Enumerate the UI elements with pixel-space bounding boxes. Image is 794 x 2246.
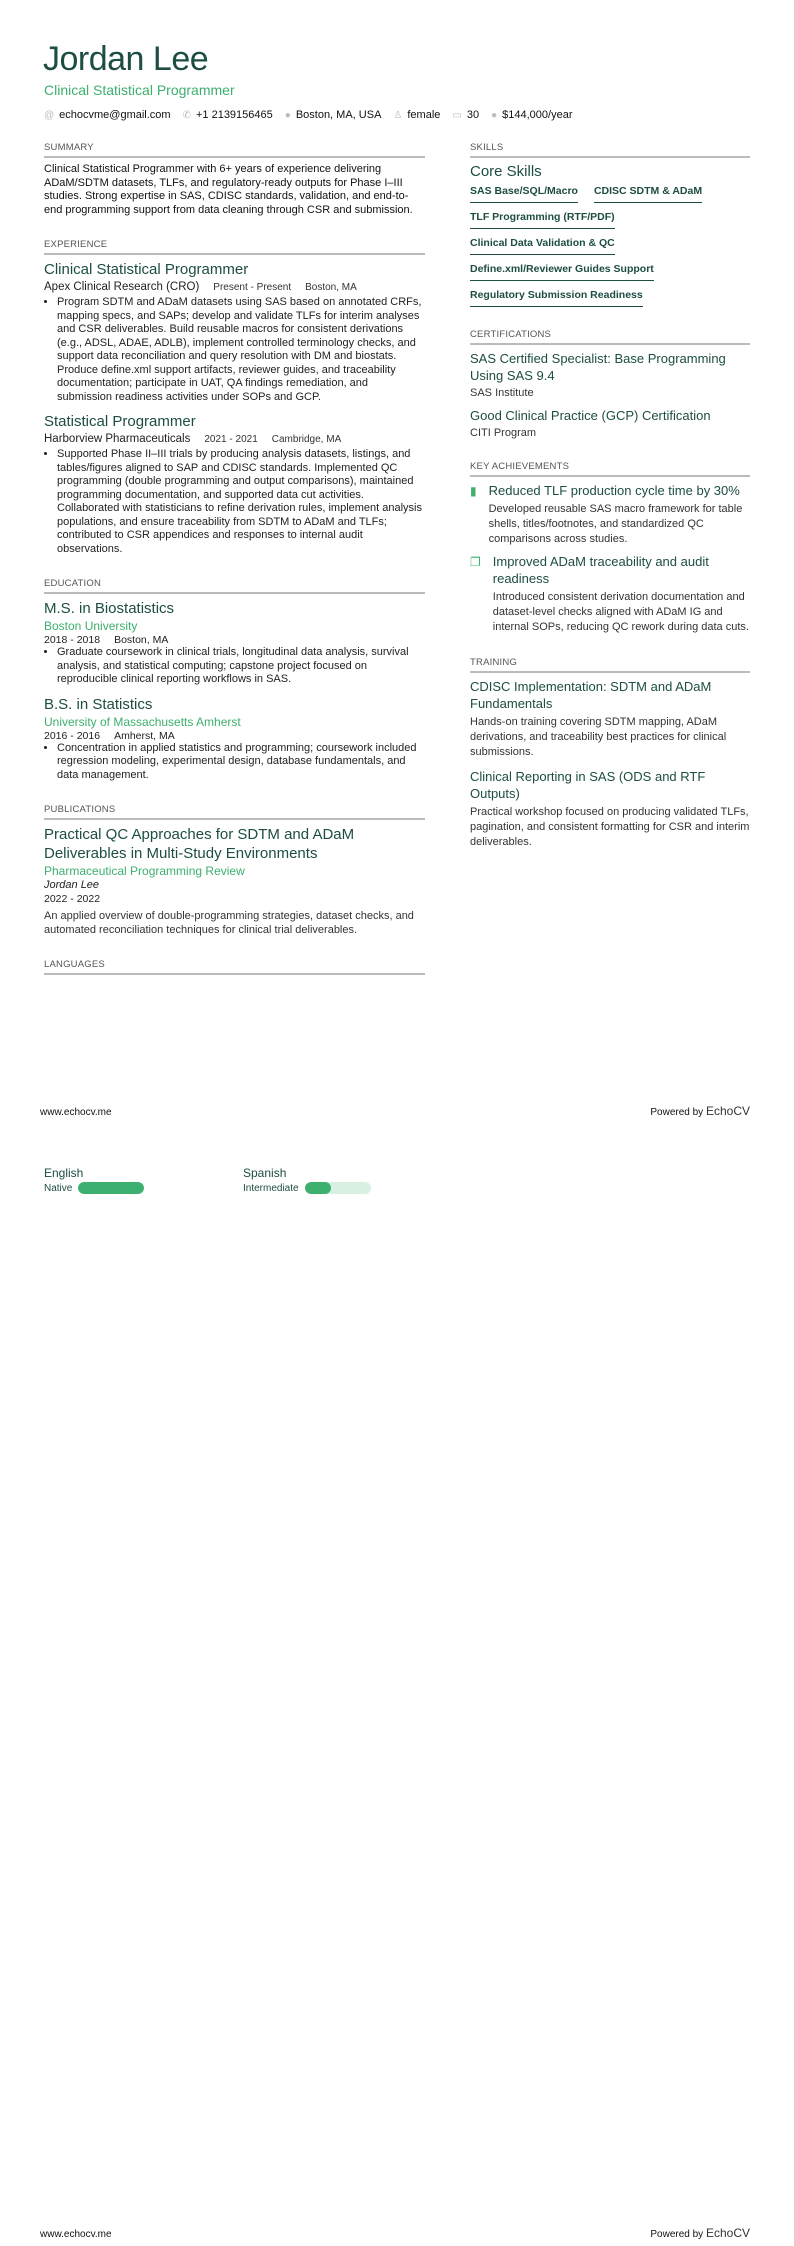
section-heading: KEY ACHIEVEMENTS: [470, 461, 750, 477]
location: Amherst, MA: [114, 729, 175, 742]
position-meta: [44, 281, 425, 293]
section-heading: SUMMARY: [44, 142, 425, 158]
certification-issuer: SAS Institute: [470, 387, 534, 399]
achievement-description: Introduced consistent derivation documentation and dataset-level checks aligned with ADaM IG and internal SOPs, reducing QC rework during data cuts.: [492, 591, 749, 633]
phone-text: +1 2139156465: [195, 109, 273, 121]
education-meta: [44, 730, 425, 742]
age-text: 30: [466, 109, 480, 121]
skill-tag: CDISC SDTM & ADaM: [594, 185, 702, 203]
publication-description: An applied overview of double-programming strategies, dataset checks, and automated reconciliation techniques for clinical trial deliverables.: [44, 910, 414, 936]
skill-group-title: Core Skills: [470, 163, 542, 180]
position-title: Statistical Programmer: [44, 413, 196, 430]
job-title: Clinical Statistical Programmer: [44, 82, 235, 98]
degree: B.S. in Statistics: [44, 695, 153, 713]
certification-name: Good Clinical Practice (GCP) Certification: [470, 408, 711, 423]
website-link[interactable]: www.echocv.me: [40, 2229, 112, 2240]
training-description: Hands-on training covering SDTM mapping, ADaM derivations, and traceability best practices for clinical submissions.: [470, 716, 727, 758]
powered-by-text: Powered by: [650, 1107, 704, 1118]
section-heading: TRAINING: [470, 657, 750, 673]
achievement-item: [470, 553, 750, 635]
contact-email: [44, 109, 171, 121]
skill-tag: Clinical Data Validation & QC: [470, 237, 615, 255]
education-section: [44, 578, 425, 782]
bullet-list: [44, 646, 425, 687]
position-title: Clinical Statistical Programmer: [44, 261, 249, 278]
achievement-description: Developed reusable SAS macro framework for table shells, titles/footnotes, and standardized QC comparisons across studies.: [488, 503, 743, 545]
website-link[interactable]: www.echocv.me: [40, 1107, 112, 1118]
dates: 2018 - 2018: [44, 634, 101, 646]
page-footer-2: [40, 2226, 750, 2240]
person-icon: ♙: [393, 109, 403, 121]
bullet-list: [44, 448, 425, 556]
education-item: [44, 599, 425, 687]
bullet: • Supported Phase II–III trials by producing analysis datasets, listings, and tables/figures aligned to SAP and CDISC standards. Implemented QC programming (double programming and output comparisons), maintained programming documentation, and supported data cut activities. Collaborated with statisticians to refine derivation rules, implement analysis populations, and ensure traceability from SDTM to ADaM and TLFs; contributed to CSR appendices and responses to internal audit observations.: [57, 448, 425, 556]
location-icon: ●: [284, 109, 291, 121]
achievement-title: Reduced TLF production cycle time by 30%: [488, 483, 740, 498]
training-description: Practical workshop focused on producing validated TLFs, pagination, and consistent formatting for CSR and interim deliverables.: [470, 806, 750, 848]
at-icon: @: [44, 109, 55, 121]
proficiency-bar: [305, 1182, 371, 1194]
author: Jordan Lee: [44, 879, 100, 891]
location-text: Boston, MA, USA: [295, 109, 382, 121]
position-meta: [44, 433, 425, 445]
publication-dates: 2022 - 2022: [44, 893, 101, 905]
language-item: [243, 1166, 442, 1194]
gender-text: female: [407, 109, 441, 121]
dates: 2016 - 2016: [44, 729, 101, 742]
left-column: [44, 142, 425, 997]
publisher: Pharmaceutical Programming Review: [44, 864, 245, 878]
dates: Present - Present: [213, 282, 292, 293]
education-item: [44, 695, 425, 783]
section-heading: CERTIFICATIONS: [470, 329, 750, 345]
section-heading: EDUCATION: [44, 578, 425, 594]
section-heading: PUBLICATIONS: [44, 804, 425, 820]
certification-name: SAS Certified Specialist: Base Programming Using SAS 9.4: [470, 351, 726, 383]
training-section: [470, 657, 750, 850]
language-level-row: [243, 1182, 442, 1194]
right-column: [470, 142, 750, 872]
language-name: English: [44, 1166, 84, 1180]
bullet: • Graduate coursework in clinical trials, longitudinal data analysis, survival analysis, and statistical computing; capstone project focused on reproducible clinical reporting workflows in SAS.: [57, 646, 425, 687]
contact-row: [44, 109, 573, 121]
calendar-icon: ▭: [452, 109, 462, 121]
skill-tag: SAS Base/SQL/Macro: [470, 185, 578, 203]
contact-age: [452, 109, 479, 121]
language-item: [44, 1166, 243, 1194]
candidate-name: Jordan Lee: [43, 40, 209, 78]
file-icon: ▮: [470, 484, 477, 498]
skill-tag: Regulatory Submission Readiness: [470, 289, 643, 307]
language-level: Native: [44, 1182, 73, 1194]
summary-text: Clinical Statistical Programmer with 6+ years of experience delivering ADaM/SDTM datasets, TLFs, and regulatory-ready outputs for Phase I–III studies. Strong expertise in SAS, CDISC standards, validation, and end-to-end programming support from data cleaning through CSR and submission.: [44, 163, 413, 216]
contact-phone: [183, 109, 273, 121]
bullet: • Concentration in applied statistics and programming; coursework included regression modeling, experimental design, database fundamentals, and data management.: [57, 742, 425, 783]
training-title: Clinical Reporting in SAS (ODS and RTF Outputs): [470, 769, 706, 801]
publications-section: [44, 804, 425, 937]
degree: M.S. in Biostatistics: [44, 600, 175, 617]
school: University of Massachusetts Amherst: [44, 714, 241, 729]
email-text: echocvme@gmail.com: [59, 109, 171, 121]
skill-tag: Define.xml/Reviewer Guides Support: [470, 263, 654, 281]
skill-tag: TLF Programming (RTF/PDF): [470, 211, 615, 229]
phone-icon: ✆: [182, 109, 191, 121]
experience-section: [44, 239, 425, 556]
money-icon: ●: [491, 109, 498, 121]
experience-item: [44, 412, 425, 556]
section-heading: LANGUAGES: [44, 959, 425, 975]
achievements-section: [470, 461, 750, 635]
certification-issuer: CITI Program: [470, 427, 537, 439]
languages-list: [44, 1166, 442, 1194]
skill-tags: [470, 185, 750, 307]
location: Boston, MA: [114, 634, 169, 646]
languages-section-header: [44, 959, 425, 975]
company: Harborview Pharmaceuticals: [44, 433, 191, 445]
location: Boston, MA: [305, 282, 357, 293]
training-title: CDISC Implementation: SDTM and ADaM Fundamentals: [470, 679, 712, 711]
dates: 2021 - 2021: [204, 434, 258, 445]
proficiency-bar: [78, 1182, 144, 1194]
language-level: Intermediate: [243, 1182, 299, 1194]
powered-by-text: Powered by: [650, 2229, 704, 2240]
documents-icon: ❐: [470, 555, 481, 569]
contact-gender: [393, 109, 440, 121]
page-footer: [40, 1104, 750, 1118]
brand-logo: EchoCV: [705, 1104, 750, 1118]
bullet-list: [44, 742, 425, 783]
summary-section: [44, 142, 425, 217]
proficiency-fill: [78, 1182, 144, 1194]
experience-item: [44, 260, 425, 404]
location: Cambridge, MA: [271, 434, 342, 445]
powered-by: [650, 1104, 750, 1118]
proficiency-fill: [305, 1182, 331, 1194]
achievement-title: Improved ADaM traceability and audit readiness: [492, 554, 709, 586]
contact-salary: [491, 109, 572, 121]
brand-logo: EchoCV: [705, 2226, 750, 2240]
achievement-item: [470, 482, 750, 547]
bullet: • Program SDTM and ADaM datasets using SAS based on annotated CRFs, mapping specs, and SAPs; develop and validate TLFs for interim analyses and CSR deliverables. Build reusable macros for consistent derivations (e.g., ADSL, ADAE, ADLB), implement controlled terminology checks, and support data reconciliation and query resolution with DM and biostats. Produce define.xml support artifacts, reviewer guides, and traceability documentation; participate in UAT, QA findings remediation, and submission readiness activities under SOPs and GCP.: [57, 296, 425, 404]
powered-by: [650, 2226, 750, 2240]
education-meta: [44, 634, 425, 646]
salary-text: $144,000/year: [502, 109, 573, 121]
language-level-row: [44, 1182, 243, 1194]
section-heading: SKILLS: [470, 142, 750, 158]
skills-section: [470, 142, 750, 307]
language-name: Spanish: [243, 1166, 287, 1180]
school: Boston University: [44, 619, 138, 633]
section-heading: EXPERIENCE: [44, 239, 425, 255]
certifications-section: [470, 329, 750, 439]
contact-location: [285, 109, 382, 121]
publication-title: Practical QC Approaches for SDTM and ADaM Deliverables in Multi-Study Environments: [44, 826, 355, 862]
bullet-list: [44, 296, 425, 404]
company: Apex Clinical Research (CRO): [44, 281, 200, 293]
